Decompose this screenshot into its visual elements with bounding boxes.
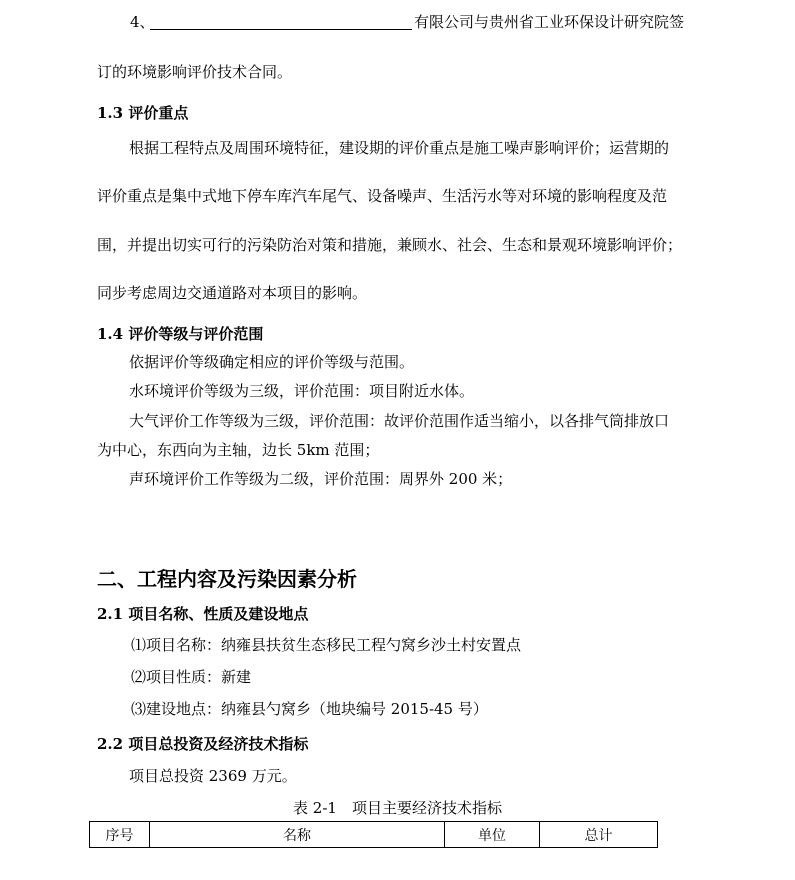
paragraph-line: 根据工程特点及周围环境特征，建设期的评价重点是施工噪声影响评价；运营期的 [129,139,670,157]
table-header-cell: 单位 [445,822,540,848]
paragraph-line: 水环境评价等级为三级，评价范围：项目附近水体。 [129,382,475,400]
paragraph-line: 声环境评价工作等级为二级，评价范围：周界外 200 米； [129,470,513,488]
section-heading-2-2: 2.2 项目总投资及经济技术指标 [97,735,309,753]
list-item: ⑴项目名称：纳雍县扶贫生态移民工程勺窝乡沙土村安置点 [131,636,522,654]
intro-line2: 订的环境影响评价技术合同。 [97,63,293,81]
intro-line1: 有限公司与贵州省工业环保设计研究院签 [414,13,685,31]
economic-indicators-table [89,821,658,848]
chapter-heading: 二、工程内容及污染因素分析 [97,567,357,591]
blank-underline [150,29,412,30]
table-header-cell: 总计 [540,822,658,848]
paragraph-line: 评价重点是集中式地下停车库汽车尾气、设备噪声、生活污水等对环境的影响程度及范 [97,187,668,205]
section-heading-2-1: 2.1 项目名称、性质及建设地点 [97,605,309,623]
table-header-cell: 序号 [90,822,150,848]
paragraph-line: 同步考虑周边交通道路对本项目的影响。 [97,284,368,302]
table-header-cell: 名称 [150,822,445,848]
section-heading-1-4: 1.4 评价等级与评价范围 [97,325,264,343]
paragraph-line: 依据评价等级确定相应的评价等级与范围。 [129,353,415,371]
paragraph-line: 为中心，东西向为主轴，边长 5km 范围； [97,441,380,459]
list-item: ⑵项目性质：新建 [131,668,252,686]
table-header-row [90,822,658,848]
list-item-number: 4、 [130,13,155,31]
paragraph-line: 大气评价工作等级为三级，评价范围：故评价范围作适当缩小，以各排气筒排放口 [129,412,670,430]
paragraph-line: 项目总投资 2369 万元。 [129,767,297,785]
paragraph-line: 围，并提出切实可行的污染防治对策和措施，兼顾水、社会、生态和景观环境影响评价； [97,236,683,254]
section-heading-1-3: 1.3 评价重点 [97,104,189,122]
table-caption: 表 2-1 项目主要经济技术指标 [293,799,502,817]
list-item: ⑶建设地点：纳雍县勺窝乡（地块编号 2015-45 号） [131,700,488,718]
